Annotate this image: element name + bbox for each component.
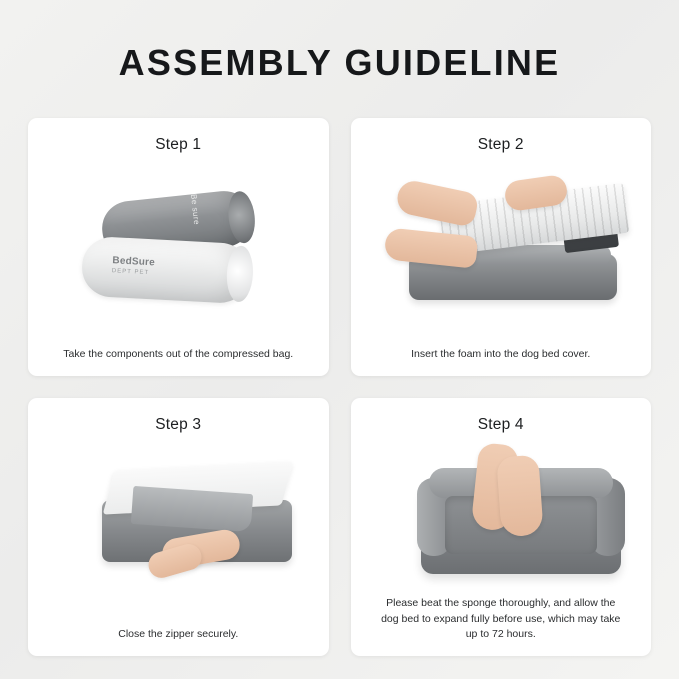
step-label-1: Step 1 — [155, 136, 202, 153]
step-card-2 — [351, 118, 652, 376]
step-caption-3: Close the zipper securely. — [118, 627, 239, 640]
step-card-4 — [351, 398, 652, 656]
step-4-illustration — [367, 438, 636, 596]
rolled-compressed-foam-bag — [81, 236, 252, 305]
step-label-2: Step 2 — [477, 136, 524, 153]
hand-icon-upper-left — [394, 178, 479, 228]
step-caption-4: Please beat the sponge thoroughly, and allow the dog bed to expand fully before use, which may take up to 72 hours. — [381, 597, 621, 640]
rolled-cover-text: Be sure — [188, 193, 202, 226]
step-card-1 — [28, 118, 329, 376]
step-2-illustration — [367, 158, 636, 347]
step-1-illustration — [44, 158, 313, 347]
hand-icon-patting-right — [496, 455, 543, 538]
step-card-3 — [28, 398, 329, 656]
steps-grid — [28, 118, 651, 656]
page-title: ASSEMBLY GUIDELINE — [118, 42, 561, 83]
step-caption-2: Insert the foam into the dog bed cover. — [411, 347, 591, 360]
step-label-3: Step 3 — [155, 416, 202, 433]
step-label-4: Step 4 — [477, 416, 524, 433]
brand-text: BedSure — [112, 255, 156, 269]
step-3-illustration — [44, 438, 313, 627]
step-caption-1: Take the components out of the compressed bag. — [63, 347, 294, 360]
brand-subtext: DEPT PET — [111, 268, 150, 277]
